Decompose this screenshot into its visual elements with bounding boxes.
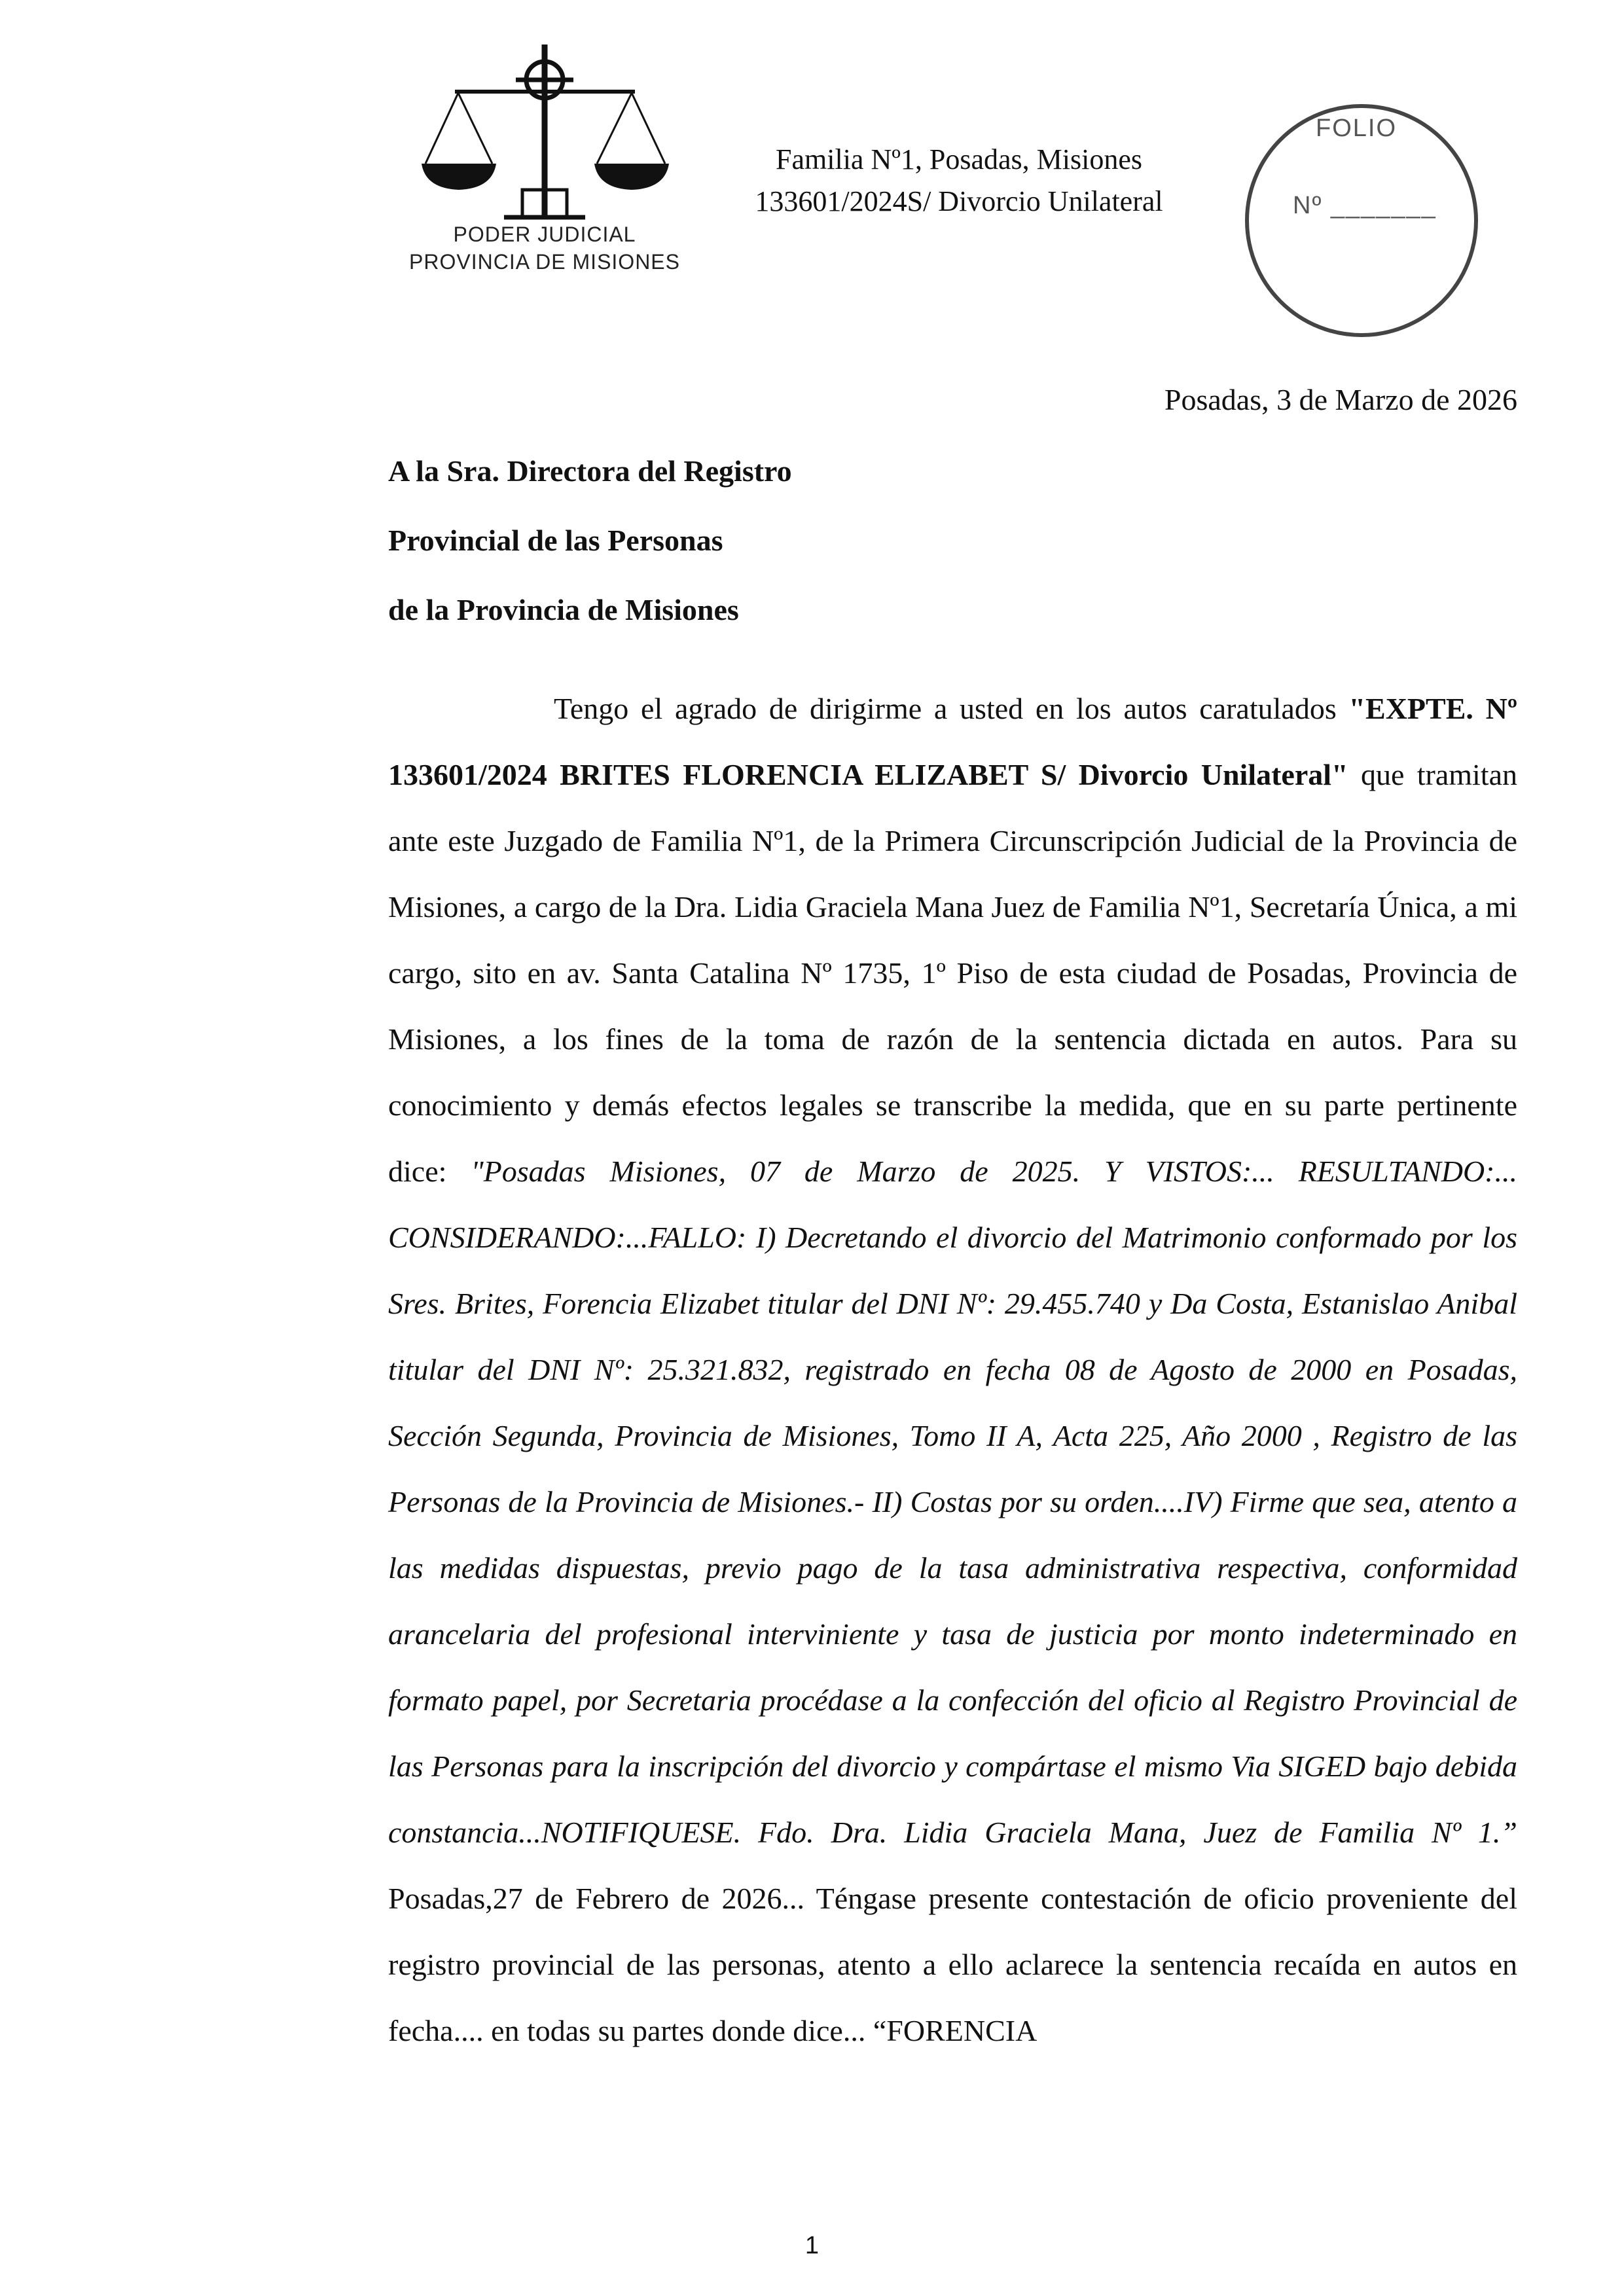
letter-body — [388, 675, 1517, 2064]
addressee-block — [388, 452, 792, 660]
page-number: 1 — [804, 2232, 820, 2259]
body-intro: Tengo el agrado de dirigirme a usted en los autos caratulados — [554, 692, 1349, 725]
addressee-line-1: A la Sra. Directora del Registro — [388, 454, 792, 488]
body-continuation: Posadas,27 de Febrero de 2026... Téngase presente contestación de oficio proveniente del registro provincial de las personas, atento a ello aclarece la sentencia recaída en autos en fecha.... en todas su partes donde dice... “FORENCIA — [388, 1882, 1517, 2047]
addressee-line-3: de la Provincia de Misiones — [388, 593, 739, 626]
court-line-2: 133601/2024S/ Divorcio Unilateral — [755, 185, 1163, 217]
folio-number-label: Nº _______ — [1293, 192, 1437, 219]
letter-date: Posadas, 3 de Marzo de 2026 — [1164, 383, 1517, 416]
addressee-line-2: Provincial de las Personas — [388, 524, 723, 557]
seal-line-2: PROVINCIA DE MISIONES — [409, 250, 680, 274]
body-paragraph: que tramitan ante este Juzgado de Familia Nº1, de la Primera Circunscripción Judicial de la Provincia de Misiones, a cargo de la Dra. Lidia Graciela Mana Juez de Familia Nº1, Secretaría Única, a mi cargo, sito en av. Santa Catalina Nº 1735, 1º Piso de esta ciudad de Posadas, Provincia de Misiones, a los fines de la toma de razón de la sentencia dictada en autos. Para su conocimiento y demás efectos legales se transcribe la medida, que en su parte pertinente dice: — [388, 758, 1517, 1188]
court-header — [687, 139, 1231, 223]
court-line-1: Familia Nº1, Posadas, Misiones — [776, 143, 1142, 175]
folio-label: FOLIO — [1316, 115, 1398, 142]
seal-line-1: PODER JUDICIAL — [453, 223, 636, 246]
case-title: "EXPTE. Nº 133601/2024 BRITES FLORENCIA ELIZABET S/ Divorcio Unilateral" — [388, 692, 1518, 791]
sentence-quote: "Posadas Misiones, 07 de Marzo de 2025. Y VISTOS:... RESULTANDO:... CONSIDERANDO:...FALLO: I) Decretando el divorcio del Matrimonio conformado por los Sres. Brites, Forencia Elizabet titular del DNI Nº: 29.455.740 y Da Costa, Estanislao Anibal titular del DNI Nº: 25.321.832, registrado en fecha 08 de Agosto de 2000 en Posadas, Sección Segunda, Provincia de Misiones, Tomo II A, Acta 225, Año 2000 , Registro de las Personas de la Provincia de Misiones.- II) Costas por su orden....IV) Firme que sea, atento a las medidas dispuestas, previo pago de la tasa administrativa respectiva, conformidad arancelaria del profesional interviniente y tasa de justicia por monto indeterminado en formato papel, por Secretaria procédase a la confección del oficio al Registro Provincial de las Personas para la inscripción del divorcio y compártase el mismo Via SIGED bajo debida constancia...NOTIFIQUESE. Fdo. Dra. Lidia Graciela Mana, Juez de Familia Nº 1.” — [388, 1155, 1517, 1849]
